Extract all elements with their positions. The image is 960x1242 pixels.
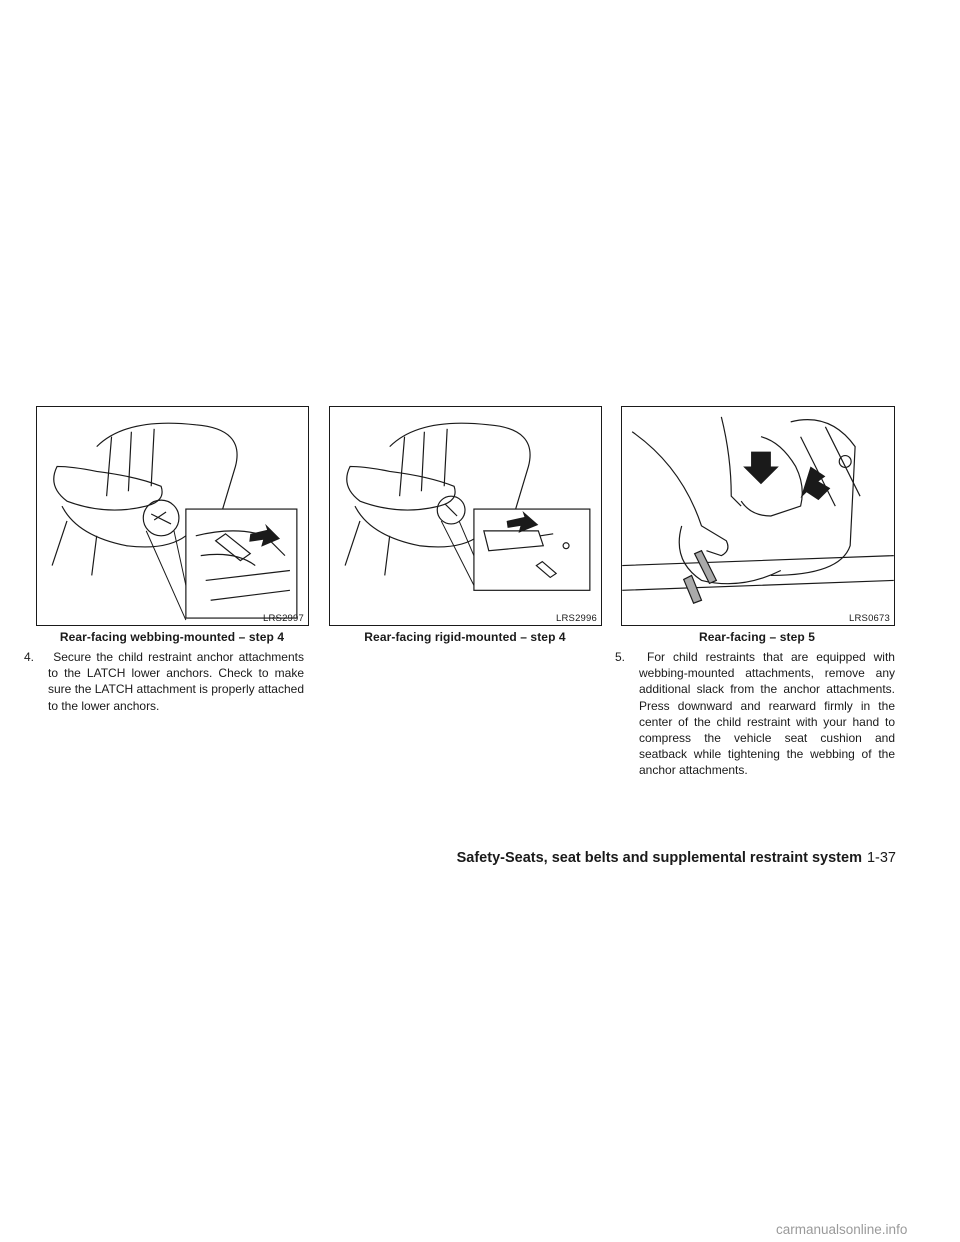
figure-caption: Rear-facing webbing-mounted – step 4 <box>59 630 285 644</box>
figure-rigid-mounted <box>329 406 602 626</box>
figure-rear-facing-step5 <box>621 406 895 626</box>
figure-webbing-mounted <box>36 406 309 626</box>
figure-caption: Rear-facing – step 5 <box>698 630 816 644</box>
step-number: 4. <box>24 650 35 664</box>
step-5 <box>615 649 895 779</box>
step-text: Secure the child restraint anchor attachments to the LATCH lower anchors. Check to make sure the LATCH attachment is properly attached to the lower anchors. <box>48 650 304 713</box>
page-number: 1-37 <box>866 850 896 866</box>
section-title: Safety-Seats, seat belts and supplemental restraint system <box>456 850 862 866</box>
figure-code: LRS2997 <box>262 613 304 624</box>
seat-latch-webbing-illustration <box>37 407 308 625</box>
watermark: carmanualsonline.info <box>776 1222 908 1237</box>
figure-code: LRS0673 <box>848 613 890 624</box>
figure-code: LRS2996 <box>555 613 597 624</box>
hand-press-restraint-illustration <box>622 407 894 625</box>
step-paragraph <box>24 649 304 714</box>
page-footer <box>457 850 896 866</box>
step-paragraph <box>615 649 895 779</box>
step-4 <box>24 649 304 714</box>
step-number: 5. <box>615 650 626 664</box>
figure-caption: Rear-facing rigid-mounted – step 4 <box>364 630 566 644</box>
seat-latch-rigid-illustration <box>330 407 601 625</box>
step-text: For child restraints that are equipped with webbing-mounted attachments, remove any additional slack from the anchor attachments. Press downward and rearward firmly in the center of the child restraint with your hand to compress the vehicle seat cushion and seatback while tightening the webbing of the anchor attachments. <box>639 650 895 778</box>
